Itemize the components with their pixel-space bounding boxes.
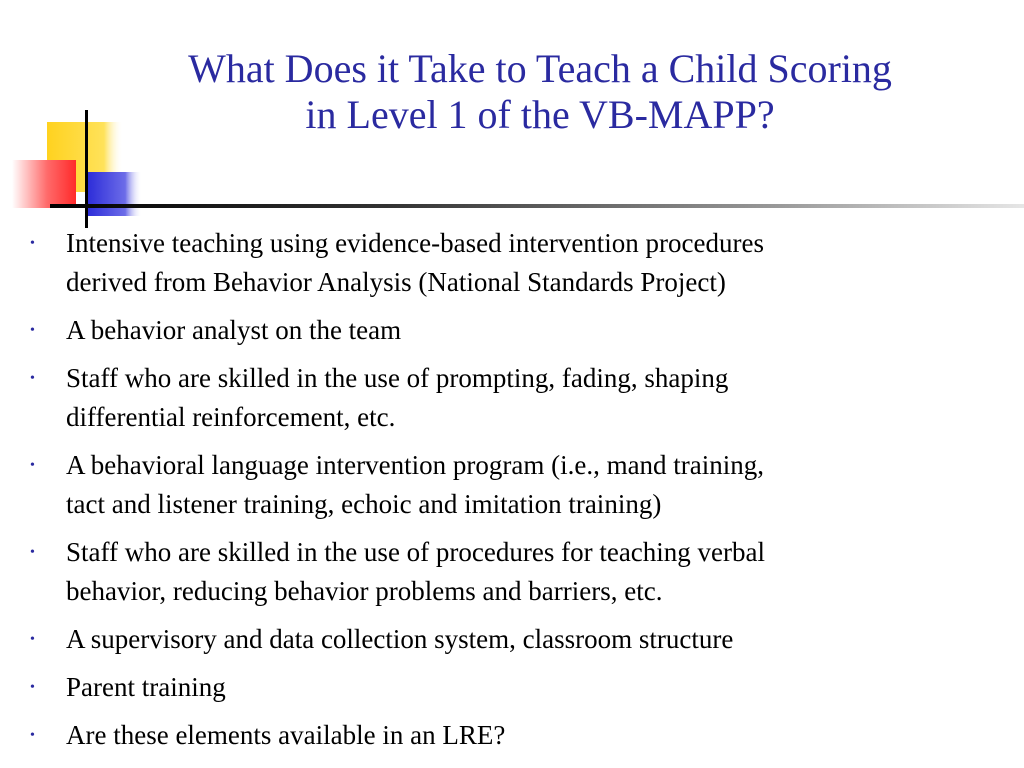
bullet-text-line: Intensive teaching using evidence-based intervention procedures xyxy=(66,228,764,258)
title-line-2: in Level 1 of the VB-MAPP? xyxy=(305,92,775,137)
bullet-item-evidence-based-teaching xyxy=(30,224,1005,302)
bullet-dot-icon: • xyxy=(30,323,35,338)
bullet-text-line: A behavior analyst on the team xyxy=(66,315,402,345)
bullet-text-line: A supervisory and data collection system, classroom structure xyxy=(66,624,734,654)
bullet-text-line: Parent training xyxy=(66,672,226,702)
deco-vertical-line xyxy=(85,110,88,228)
bullet-dot-icon: • xyxy=(30,371,35,386)
bullet-text-line: A behavioral language intervention program (i.e., mand training, xyxy=(66,450,765,480)
bullet-item-skilled-staff-prompting xyxy=(30,359,1005,437)
bullet-text-line: behavior, reducing behavior problems and barriers, etc. xyxy=(66,576,663,606)
bullet-text-line: tact and listener training, echoic and imitation training) xyxy=(66,489,662,519)
title-line-1: What Does it Take to Teach a Child Scoring xyxy=(188,46,892,91)
bullet-item-skilled-staff-verbal-behavior xyxy=(30,533,1005,611)
bullet-text-line: Staff who are skilled in the use of procedures for teaching verbal xyxy=(66,537,766,567)
bullet-text-line: differential reinforcement, etc. xyxy=(66,402,396,432)
slide-title xyxy=(110,46,970,138)
deco-red-square xyxy=(12,160,76,208)
bullet-dot-icon: • xyxy=(30,458,35,473)
bullet-dot-icon: • xyxy=(30,680,35,695)
bullet-text-line: Are these elements available in an LRE? xyxy=(66,720,506,750)
bullet-dot-icon: • xyxy=(30,236,35,251)
bullet-item-language-program xyxy=(30,446,1005,524)
bullet-dot-icon: • xyxy=(30,728,35,743)
bullet-item-supervisory-system xyxy=(30,620,1005,659)
bullet-item-lre-question xyxy=(30,716,1005,755)
deco-blue-square xyxy=(86,172,142,216)
bullet-item-behavior-analyst xyxy=(30,311,1005,350)
bullet-text-line: Staff who are skilled in the use of prompting, fading, shaping xyxy=(66,363,729,393)
bullet-list xyxy=(30,224,1005,764)
bullet-item-parent-training xyxy=(30,668,1005,707)
bullet-dot-icon: • xyxy=(30,632,35,647)
bullet-dot-icon: • xyxy=(30,545,35,560)
title-underline-rule xyxy=(50,204,1024,208)
bullet-text-line: derived from Behavior Analysis (National Standards Project) xyxy=(66,267,726,297)
